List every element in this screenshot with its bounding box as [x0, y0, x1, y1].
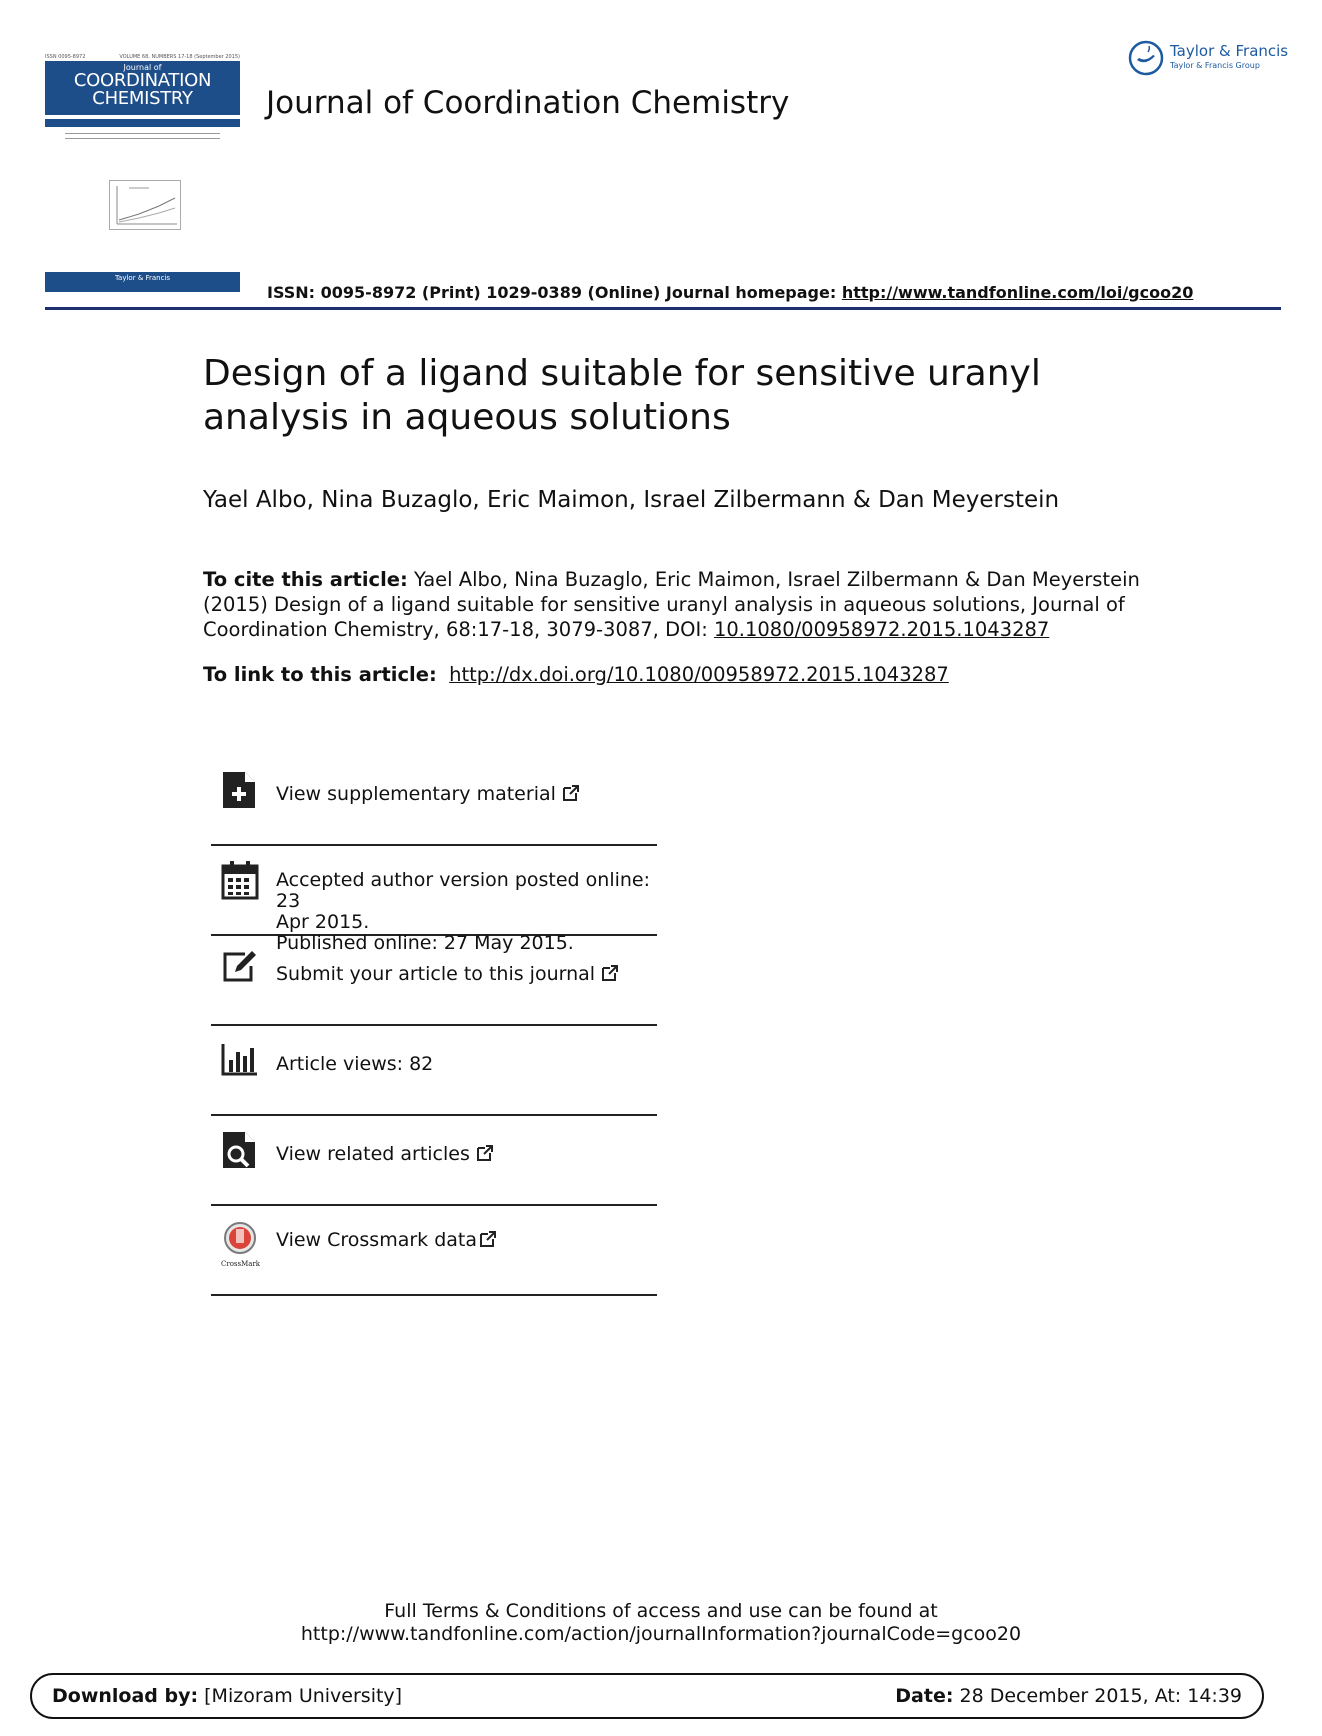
published-online: Published online: 27 May 2015.	[276, 932, 574, 954]
journal-title: Journal of Coordination Chemistry	[266, 85, 790, 121]
issn-line	[267, 283, 1193, 302]
date-value: 28 December 2015, At: 14:39	[953, 1685, 1242, 1707]
cover-text-lines	[45, 129, 240, 147]
cover-graph-icon	[109, 180, 181, 230]
submit-article-row[interactable]	[211, 936, 657, 1026]
crossmark-label: View Crossmark data	[276, 1229, 478, 1251]
issn-text: ISSN: 0095-8972 (Print) 1029-0389 (Online) Journal homepage:	[267, 283, 842, 302]
cover-chemistry: CHEMISTRY	[92, 88, 193, 109]
cover-coordination: COORDINATION	[73, 70, 212, 91]
article-doi-url[interactable]: http://dx.doi.org/10.1080/00958972.2015.1043287	[449, 663, 949, 686]
related-articles-link[interactable]	[276, 1143, 494, 1165]
citation-label: To cite this article:	[203, 568, 408, 591]
terms-block	[0, 1600, 1322, 1646]
submit-article-label: Submit your article to this journal	[276, 963, 596, 985]
supplementary-material-label: View supplementary material	[276, 783, 556, 805]
crossmark-logo-text: CrossMark	[221, 1260, 261, 1268]
publisher-logo[interactable]	[1128, 38, 1288, 78]
citation-doi-link[interactable]: 10.1080/00958972.2015.1043287	[713, 618, 1050, 641]
edit-icon	[221, 946, 259, 986]
crossmark-link[interactable]	[276, 1229, 497, 1251]
bar-chart-icon	[221, 1040, 259, 1080]
cover-publisher-band	[45, 272, 240, 292]
terms-line-1: Full Terms & Conditions of access and use can be found at	[384, 1600, 938, 1622]
publisher-name: Taylor & Francis	[1170, 42, 1289, 60]
cover-strip	[45, 119, 240, 127]
download-label: Download by:	[52, 1685, 199, 1707]
supplementary-material-row[interactable]	[211, 756, 657, 846]
journal-cover	[45, 55, 240, 293]
search-document-icon	[221, 1130, 259, 1170]
download-info-bar	[30, 1673, 1264, 1719]
publication-dates-row	[211, 846, 657, 954]
article-link-line	[203, 663, 949, 686]
article-actions-list	[211, 756, 657, 1296]
download-value: [Mizoram University]	[198, 1685, 403, 1707]
crossmark-logo	[221, 1222, 259, 1266]
citation-block	[203, 567, 1143, 642]
article-views: Article views: 82	[276, 1053, 434, 1075]
publisher-lamp-icon	[1128, 40, 1164, 76]
publisher-group: Taylor & Francis Group	[1170, 61, 1260, 70]
crossmark-icon	[221, 1222, 259, 1256]
crossmark-row[interactable]	[211, 1206, 657, 1296]
calendar-icon	[221, 860, 259, 900]
article-views-row	[211, 1026, 657, 1116]
cover-top-line	[45, 55, 240, 59]
related-articles-row[interactable]	[211, 1116, 657, 1206]
related-articles-label: View related articles	[276, 1143, 470, 1165]
external-link-icon	[601, 964, 619, 982]
accepted-line-2: Apr 2015.	[276, 911, 370, 933]
external-link-icon	[476, 1144, 494, 1162]
journal-homepage-link[interactable]: http://www.tandfonline.com/loi/gcoo20	[841, 283, 1194, 302]
download-by	[52, 1685, 402, 1707]
cover-issn: ISSN 0095-8972	[45, 54, 86, 60]
accepted-line-1: Accepted author version posted online: 23	[276, 869, 651, 912]
external-link-icon	[479, 1230, 497, 1248]
supplementary-material-link[interactable]	[276, 783, 580, 805]
article-title: Design of a ligand suitable for sensitive uranyl analysis in aqueous solutions	[203, 353, 1041, 438]
cover-volume: VOLUME 68, NUMBERS 17-18 (September 2015)	[119, 54, 240, 60]
terms-url[interactable]: http://www.tandfonline.com/action/journalInformation?journalCode=gcoo20	[300, 1623, 1022, 1645]
article-authors: Yael Albo, Nina Buzaglo, Eric Maimon, Israel Zilbermann & Dan Meyerstein	[203, 487, 1060, 513]
cover-publisher: Taylor & Francis	[114, 274, 171, 282]
citation-text: Yael Albo, Nina Buzaglo, Eric Maimon, Israel Zilbermann & Dan Meyerstein (2015) Design of a ligand suitable for sensitive uranyl analysis in aqueous solutions, Journal of Coordination Chemistry, 68:17-18, 3079-3087, DOI:	[203, 568, 1140, 641]
cover-title-band	[45, 61, 240, 115]
download-date	[895, 1685, 1242, 1707]
cover-journal-of: Journal of	[123, 63, 162, 72]
submit-article-link[interactable]	[276, 963, 619, 985]
date-label: Date:	[895, 1685, 954, 1707]
external-link-icon	[562, 784, 580, 802]
header-divider	[45, 307, 1281, 310]
article-link-label: To link to this article:	[203, 663, 437, 686]
file-plus-icon	[221, 770, 259, 810]
